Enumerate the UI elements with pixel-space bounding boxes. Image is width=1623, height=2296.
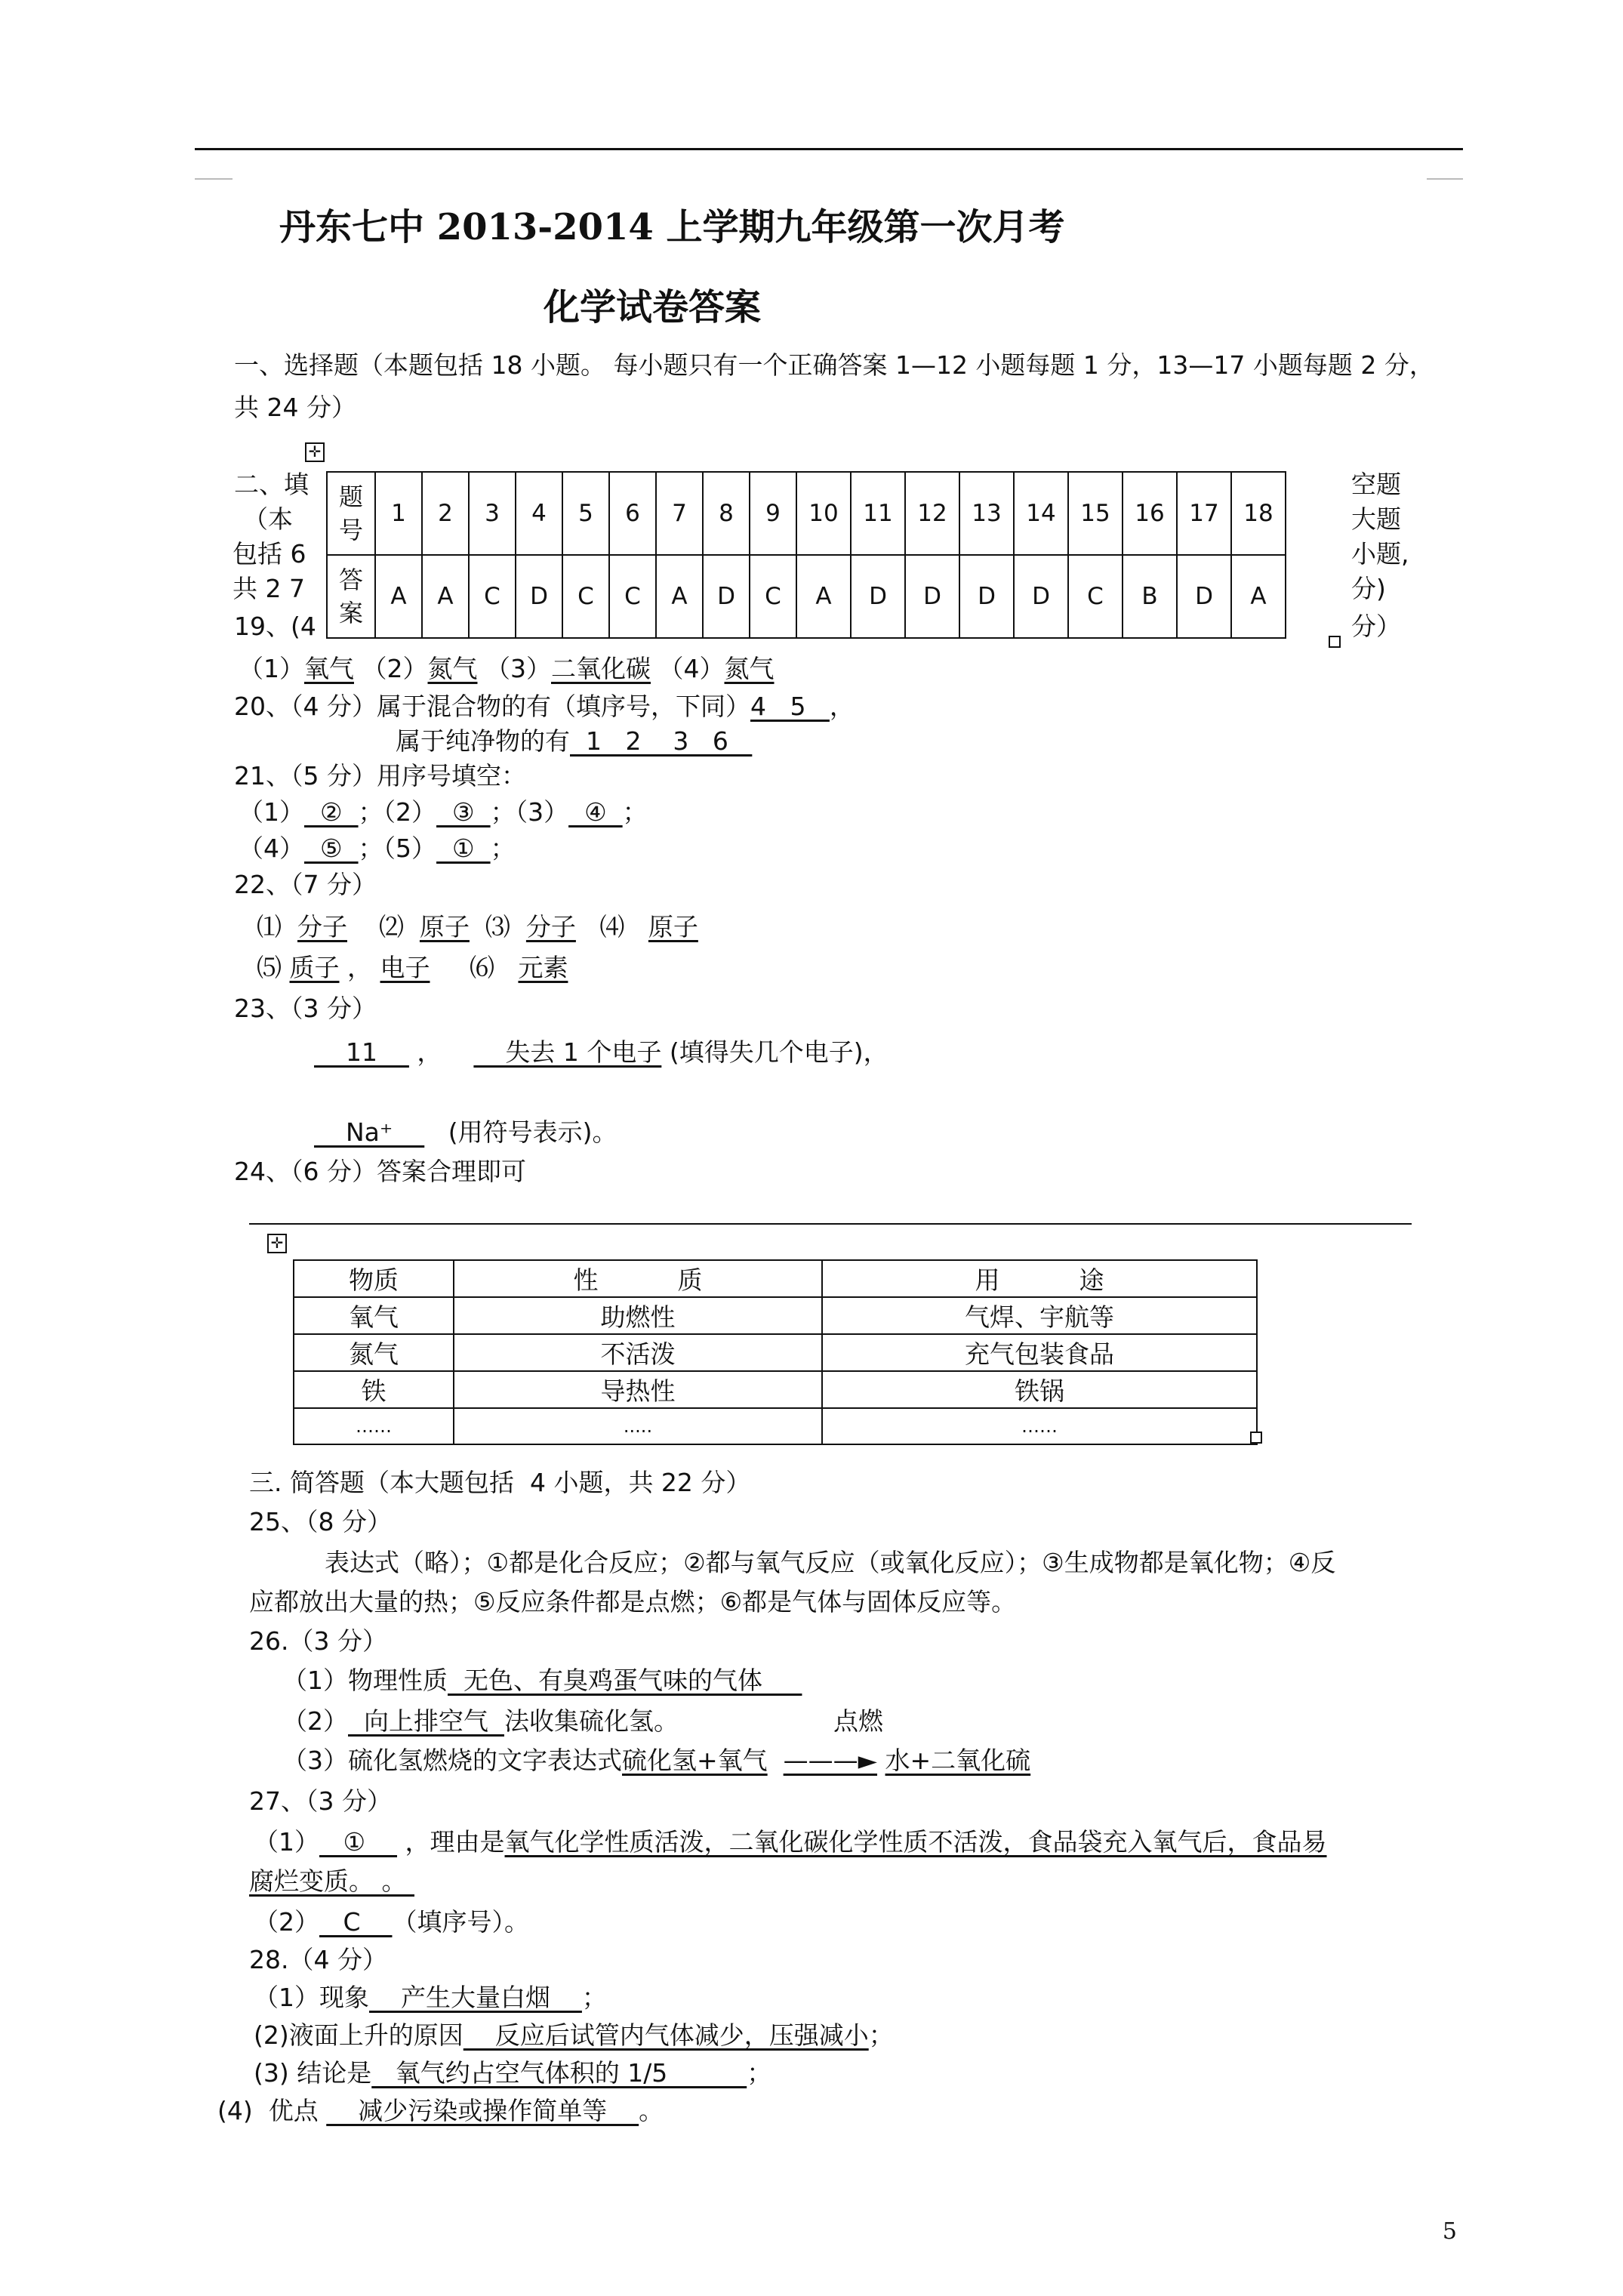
- q21-label: （4）: [239, 834, 304, 863]
- q26-answer: 水+二氧化硫: [885, 1746, 1031, 1775]
- grid-number: 13: [959, 472, 1014, 555]
- q27-label: （1）: [254, 1827, 319, 1857]
- q28-label: (2)液面上升的原因: [254, 2020, 463, 2050]
- q22-answer: 分子: [297, 912, 347, 942]
- grid-answer: D: [1177, 555, 1231, 638]
- grid-number: 5: [562, 472, 609, 555]
- q21-answer: ③: [436, 797, 491, 827]
- grid-number: 3: [469, 472, 516, 555]
- table-cell: 铁: [294, 1371, 454, 1408]
- q26-line1: [282, 1666, 802, 1696]
- grid-answer: A: [375, 555, 422, 638]
- table-row: [294, 1408, 1257, 1444]
- section2-left-5: 19、(4: [234, 612, 316, 641]
- q21-answer: ④: [568, 797, 623, 827]
- section2-right-2: 大题: [1351, 504, 1401, 534]
- section2-right-1: 空题: [1351, 470, 1401, 499]
- table-move-handle-icon[interactable]: ✛: [305, 442, 325, 462]
- q28-line2: [254, 2020, 894, 2051]
- q22-comma: ，: [347, 953, 372, 982]
- q23-answer1: 11: [314, 1037, 409, 1067]
- grid-number: 17: [1177, 472, 1231, 555]
- q27-label: （2）: [254, 1907, 319, 1937]
- grid-answer: C: [469, 555, 516, 638]
- header-dash-right: [1427, 178, 1463, 180]
- q28-answer: 反应后试管内气体减少，压强减小: [463, 2020, 869, 2050]
- q28-label: (3) 结论是: [254, 2058, 372, 2088]
- q28-answer: 氧气约占空气体积的 1/5: [371, 2058, 747, 2088]
- q21-end: ；: [490, 834, 516, 863]
- q20-prompt2: 属于纯净物的有: [396, 726, 570, 756]
- q19-answer-4: 氮气: [724, 654, 775, 683]
- q19-answer-2: 氮气: [427, 654, 478, 683]
- q26-condition: 点燃: [833, 1706, 883, 1736]
- grid-answer: A: [422, 555, 469, 638]
- table-row: [294, 1297, 1257, 1334]
- q19-answer-3: 二氧化碳: [551, 654, 651, 683]
- q27-line2: [249, 1866, 414, 1897]
- table-header-cell: 用 途: [822, 1260, 1257, 1297]
- table-header-row: [294, 1260, 1257, 1297]
- q28-label: （1）现象: [254, 1983, 369, 2012]
- q26-answer: 硫化氢+氧气: [622, 1746, 768, 1775]
- table-cell: 氧气: [294, 1297, 454, 1334]
- q20-line2: [396, 726, 752, 757]
- grid-answer-row: [327, 555, 1286, 638]
- section2-right-4: 分): [1351, 574, 1386, 603]
- section3-head: 三. 简答题（本大题包括 4 小题，共 22 分）: [249, 1468, 751, 1497]
- q21-label: ；（5）: [358, 834, 437, 863]
- q24-head: 24、（6 分）答案合理即可: [234, 1157, 526, 1186]
- q22-num: ⑴: [257, 912, 282, 942]
- section2-left-2: （本: [243, 504, 293, 534]
- q27-label: （填序号）。: [392, 1907, 529, 1937]
- grid-number: 8: [703, 472, 750, 555]
- table-move-handle-icon[interactable]: ✛: [267, 1234, 287, 1253]
- section2-left-3: 包括 6: [233, 539, 306, 569]
- q20-answer1: 4 5: [750, 692, 830, 721]
- q22-answer: 原子: [419, 912, 470, 942]
- q23-note2: (用符号表示)。: [448, 1117, 617, 1147]
- grid-answer: C: [750, 555, 796, 638]
- section1-instructions: 一、选择题（本题包括 18 小题。 每小题只有一个正确答案 1—12 小题每题 1 分，13—17 小题每题 2 分，共 24 分）: [234, 350, 1434, 422]
- q19-label-3: （3）: [485, 654, 551, 683]
- grid-number: 10: [796, 472, 851, 555]
- q28-label: (4) 优点: [217, 2096, 319, 2125]
- q28-line4: [217, 2096, 664, 2126]
- table-resize-handle-icon[interactable]: [1250, 1432, 1262, 1444]
- q27-label: ，理由是: [405, 1827, 505, 1857]
- q22-num: ⑶: [485, 912, 510, 942]
- table-header-cell: 物质: [294, 1260, 454, 1297]
- grid-answer: B: [1123, 555, 1177, 638]
- q28-end: ；: [581, 1983, 607, 2012]
- grid-row-label: 题号: [327, 472, 375, 555]
- grid-number: 2: [422, 472, 469, 555]
- q22-num: ⑹: [469, 953, 494, 982]
- q28-end: ；: [868, 2020, 894, 2050]
- q21-answer: ⑤: [304, 834, 359, 863]
- grid-answer: A: [656, 555, 703, 638]
- table-cell: 不活泼: [454, 1334, 822, 1371]
- grid-answer: D: [905, 555, 959, 638]
- grid-number: 9: [750, 472, 796, 555]
- grid-number: 1: [375, 472, 422, 555]
- q28-head: 28.（4 分）: [249, 1945, 387, 1974]
- table-cell: 气焊、宇航等: [822, 1297, 1257, 1334]
- header-rule: [195, 148, 1463, 150]
- grid-number: 14: [1014, 472, 1068, 555]
- q21-answer: ①: [436, 834, 491, 863]
- q23-line2: [314, 1117, 617, 1148]
- table-cell: 氮气: [294, 1334, 454, 1371]
- q22-line1: [257, 912, 698, 942]
- grid-number: 16: [1123, 472, 1177, 555]
- q19-answer-1: 氧气: [304, 654, 354, 683]
- grid-number-row: [327, 472, 1286, 555]
- q26-label: （3）硫化氢燃烧的文字表达式: [282, 1746, 622, 1775]
- q27-head: 27、（3 分）: [249, 1786, 392, 1816]
- q22-answer: 原子: [648, 912, 698, 942]
- q28-end: 。: [639, 2096, 664, 2125]
- grid-answer: A: [1231, 555, 1286, 638]
- q22-answer: 分子: [525, 912, 576, 942]
- page-title: 丹东七中 2013-2014 上学期九年级第一次月考: [279, 206, 1065, 248]
- q26-answer: 无色、有臭鸡蛋气味的气体: [448, 1666, 802, 1695]
- q26-answer: 向上排空气: [348, 1706, 504, 1736]
- q25-line1: 表达式（略）；①都是化合反应；②都与氧气反应（或氧化反应）；③生成物都是氧化物；④反: [325, 1548, 1336, 1577]
- q28-line3: [254, 2058, 771, 2088]
- section2-left-1: 二、填: [234, 470, 309, 499]
- table-cell: .....: [454, 1408, 822, 1444]
- q22-num: ⑷: [599, 912, 625, 942]
- grid-number: 18: [1231, 472, 1286, 555]
- table-cell: 导热性: [454, 1371, 822, 1408]
- q26-label: （2）: [282, 1706, 348, 1736]
- q20-prompt1: 20、（4 分）属于混合物的有（填序号，下同）: [234, 692, 750, 721]
- q21-answer: ②: [304, 797, 359, 827]
- table-cell: ……: [294, 1408, 454, 1444]
- q19-answers: [239, 654, 775, 684]
- grid-answer: D: [851, 555, 905, 638]
- q24-rule: [249, 1223, 1412, 1225]
- q23-answer2: 失去 1 个电子: [473, 1037, 662, 1067]
- table-cell: 充气包装食品: [822, 1334, 1257, 1371]
- q26-label: 法收集硫化氢。: [504, 1706, 679, 1736]
- q26-label: （1）物理性质: [282, 1666, 448, 1695]
- q23-comma: ，: [417, 1037, 442, 1067]
- q22-head: 22、（7 分）: [234, 870, 377, 899]
- q27-line1: [254, 1827, 1327, 1857]
- q28-line1: [254, 1983, 607, 2013]
- table-cell: 助燃性: [454, 1297, 822, 1334]
- section2-right-3: 小题,: [1351, 539, 1409, 569]
- table-resize-handle-icon[interactable]: [1329, 636, 1341, 648]
- q21-head: 21、（5 分）用序号填空：: [234, 761, 526, 791]
- grid-answer: A: [796, 555, 851, 638]
- q27-answer: 腐烂变质。 。: [249, 1866, 414, 1896]
- page-subtitle: 化学试卷答案: [544, 286, 762, 328]
- grid-answer: C: [1068, 555, 1123, 638]
- q21-line2: [239, 834, 516, 864]
- table-row: [294, 1371, 1257, 1408]
- q23-note1: (填得失几个电子)，: [669, 1037, 888, 1067]
- grid-number: 15: [1068, 472, 1123, 555]
- q27-answer: C: [319, 1907, 393, 1937]
- grid-number: 6: [609, 472, 656, 555]
- grid-number: 7: [656, 472, 703, 555]
- grid-answer: D: [1014, 555, 1068, 638]
- q20-answer2: 1 2 3 6: [570, 726, 753, 756]
- q19-label-4: （4）: [658, 654, 725, 683]
- grid-row-label: 答案: [327, 555, 375, 638]
- q28-answer: 产生大量白烟: [369, 1983, 582, 2012]
- q28-end: ；: [747, 2058, 772, 2088]
- q28-answer: 减少污染或操作简单等: [326, 2096, 639, 2125]
- grid-number: 4: [516, 472, 562, 555]
- q22-line2: [257, 953, 568, 983]
- header-dash-left: [195, 178, 233, 180]
- grid-answer: C: [609, 555, 656, 638]
- q25-line2: 应都放出大量的热；⑤反应条件都是点燃；⑥都是气体与固体反应等。: [249, 1587, 1017, 1616]
- table-header-cell: 性 质: [454, 1260, 822, 1297]
- q22-answer: 质子: [289, 953, 340, 982]
- q27-line3: [254, 1907, 529, 1937]
- reaction-arrow-icon: ———►: [783, 1746, 878, 1775]
- q21-end: ；: [622, 797, 648, 827]
- q23-head: 23、（3 分）: [234, 994, 377, 1023]
- grid-answer: D: [516, 555, 562, 638]
- table-cell: 铁锅: [822, 1371, 1257, 1408]
- grid-number: 11: [851, 472, 905, 555]
- page-number: 5: [1442, 2218, 1457, 2245]
- answer-grid: [326, 471, 1286, 639]
- grid-answer: D: [959, 555, 1014, 638]
- q22-num: ⑸: [257, 953, 282, 982]
- q21-label: ；（2）: [358, 797, 437, 827]
- q27-answer: ①: [319, 1827, 398, 1857]
- q22-answer: 元素: [518, 953, 568, 982]
- q22-answer: 电子: [380, 953, 430, 982]
- q19-label-1: （1）: [239, 654, 304, 683]
- q21-label: ；（3）: [490, 797, 569, 827]
- section2-right-5: 分）: [1351, 612, 1401, 641]
- q26-head: 26.（3 分）: [249, 1626, 387, 1656]
- q26-line3: [282, 1746, 1030, 1776]
- table-cell: ……: [822, 1408, 1257, 1444]
- section2-left-4: 共 2 7: [233, 574, 305, 603]
- grid-answer: D: [703, 555, 750, 638]
- properties-table: [293, 1259, 1258, 1445]
- q23-line1: [314, 1037, 888, 1068]
- grid-answer: C: [562, 555, 609, 638]
- q21-line1: [239, 797, 648, 827]
- q20-comma: ，: [829, 692, 855, 721]
- q26-line2: [282, 1706, 679, 1737]
- q27-answer: 氧气化学性质活泼，二氧化碳化学性质不活泼，食品袋充入氧气后，食品易: [504, 1827, 1327, 1857]
- q25-head: 25、（8 分）: [249, 1507, 392, 1536]
- q19-label-2: （2）: [362, 654, 428, 683]
- q23-answer3: Na⁺: [314, 1117, 425, 1147]
- grid-number: 12: [905, 472, 959, 555]
- table-row: [294, 1334, 1257, 1371]
- q20-line1: [234, 692, 855, 722]
- q22-num: ⑵: [378, 912, 404, 942]
- q21-label: （1）: [239, 797, 304, 827]
